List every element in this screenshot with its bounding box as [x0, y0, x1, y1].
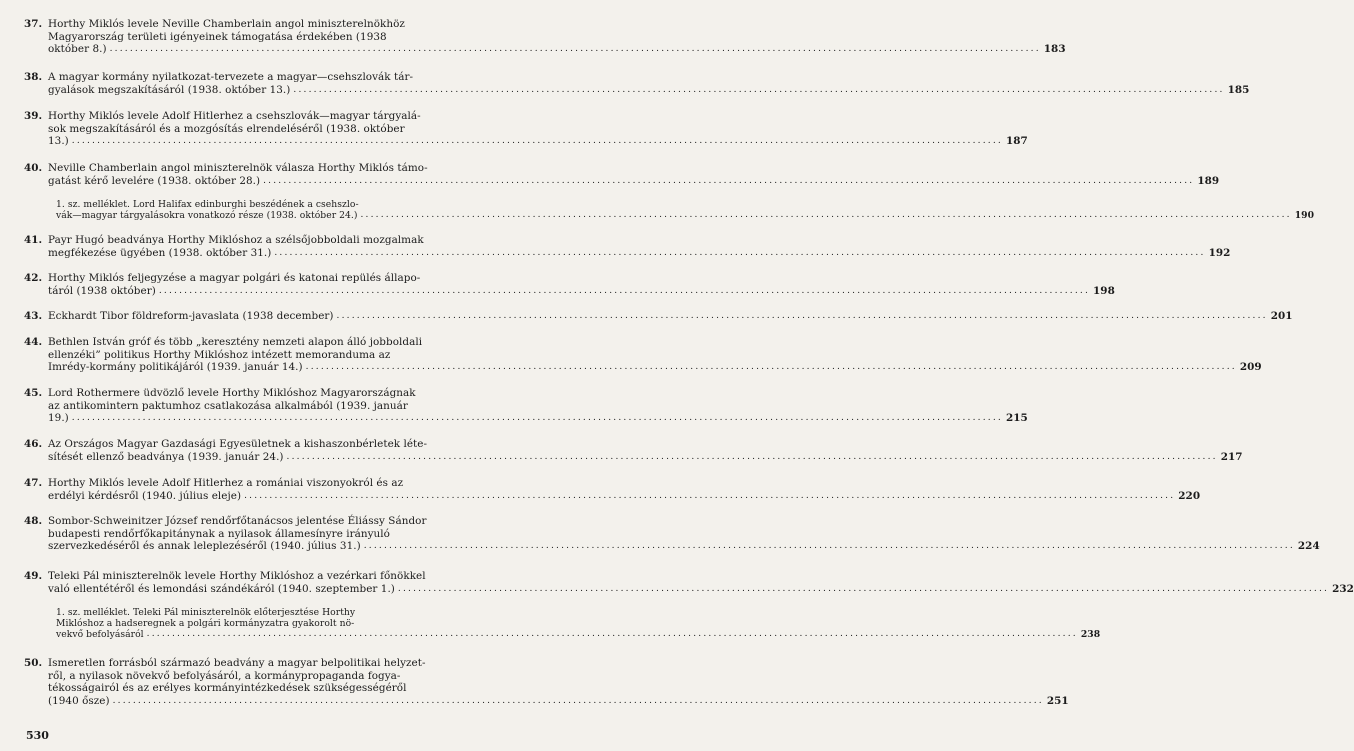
leader-dots: ........................................................................................................................................................................................: [146, 629, 1078, 639]
toc-entry-43: [24, 310, 1293, 323]
leader-dots: ........................................................................................................................................................................................: [263, 175, 1195, 186]
page-reference: 198: [1093, 284, 1115, 297]
page-number: 530: [26, 729, 49, 742]
page-reference: 251: [1046, 694, 1069, 707]
entry-line: Horthy Miklós levele Adolf Hitlerhez a csehszlovák—magyar tárgyalá-: [48, 110, 421, 122]
leader-dots: ........................................................................................................................................................................................: [286, 451, 1218, 462]
entry-number: 41.: [24, 234, 43, 246]
page-reference: 192: [1208, 246, 1231, 259]
leader-dots: ........................................................................................................................................................................................: [360, 210, 1292, 220]
toc-entry-47: [24, 477, 1201, 502]
toc-entry-41: [24, 234, 1231, 259]
toc-entry-42: [24, 272, 1115, 297]
page-reference: 190: [1294, 210, 1315, 221]
entry-number: 38.: [24, 71, 43, 83]
entry-number: 46.: [24, 438, 43, 450]
leader-dots: ........................................................................................................................................................................................: [336, 311, 1268, 321]
page-reference: 224: [1297, 540, 1320, 553]
entry-number: 49.: [24, 570, 43, 582]
entry-line: Imrédy-kormány politikájáról (1939. január 14.): [48, 361, 303, 374]
leader-dots: ........................................................................................................................................................................................: [71, 136, 1003, 147]
entry-number: 40.: [24, 162, 43, 174]
leader-dots: ........................................................................................................................................................................................: [293, 84, 1225, 95]
entry-number: 39.: [24, 110, 43, 122]
entry-line: Lord Rothermere üdvözlő levele Horthy Miklóshoz Magyarországnak: [48, 387, 416, 399]
entry-line: Eckhardt Tibor földreform-javaslata (1938 december): [48, 310, 334, 322]
entry-line: (1940 ősze): [48, 694, 110, 707]
leader-dots: ........................................................................................................................................................................................: [71, 413, 1003, 424]
toc-entry-50: [24, 657, 1069, 707]
entry-line: sok megszakításáról és a mozgósítás elrendeléséről (1938. október: [48, 122, 405, 135]
page-reference: 201: [1270, 310, 1293, 322]
entry-line: 19.): [48, 412, 69, 425]
annex-label: 1. sz. melléklet.: [56, 199, 130, 210]
entry-line: A magyar kormány nyilatkozat-tervezete a magyar—csehszlovák tár-: [48, 71, 414, 83]
toc-entry-39: [24, 110, 1028, 148]
page-reference: 189: [1197, 174, 1220, 187]
page-reference: 220: [1178, 489, 1201, 502]
entry-number: 48.: [24, 515, 43, 527]
entry-line: erdélyi kérdésről (1940. július eleje): [48, 489, 242, 502]
page-reference: 215: [1005, 412, 1028, 425]
leader-dots: ........................................................................................................................................................................................: [112, 695, 1044, 706]
entry-line: Bethlen István gróf és több „keresztény nemzeti alapon álló jobboldali: [48, 336, 423, 348]
annex-label: 1. sz. melléklet.: [56, 607, 130, 618]
toc-entry-48: [24, 515, 1320, 553]
entry-line: Sombor-Schweinitzer József rendőrfőtanácsos jelentése Éliássy Sándor: [48, 515, 427, 527]
entry-line: szervezkedéséről és annak leleplezéséről (1940. július 31.): [48, 540, 361, 553]
entry-line: Horthy Miklós levele Neville Chamberlain angol miniszterelnökhöz: [48, 18, 405, 30]
entry-number: 47.: [24, 477, 43, 489]
page-reference: 238: [1080, 629, 1101, 640]
page-reference: 209: [1239, 361, 1262, 374]
page-reference: 183: [1043, 43, 1066, 56]
toc-annex-49-1: [24, 607, 1101, 640]
entry-line: ellenzéki” politikus Horthy Miklóshoz intézett memoranduma az: [48, 348, 391, 361]
entry-line: Ismeretlen forrásból származó beadvány a magyar belpolitikai helyzet-: [48, 657, 426, 669]
leader-dots: ........................................................................................................................................................................................: [397, 583, 1330, 594]
leader-dots: ........................................................................................................................................................................................: [244, 490, 1176, 501]
entry-line: 13.): [48, 135, 69, 148]
entry-number: 37.: [24, 18, 43, 30]
entry-number: 43.: [24, 310, 43, 322]
entry-line: Magyarország területi igényeinek támogatása érdekében (1938: [48, 30, 387, 43]
toc-entry-44: [24, 336, 1262, 374]
leader-dots: ........................................................................................................................................................................................: [158, 285, 1091, 296]
toc-entry-46: [24, 438, 1243, 463]
page-reference: 232: [1332, 582, 1354, 595]
page-reference: 187: [1005, 135, 1028, 148]
entry-line: Miklóshoz a hadseregnek a polgári kormányzatra gyakorolt nö-: [56, 618, 355, 629]
entry-line: Horthy Miklós levele Adolf Hitlerhez a romániai viszonyokról és az: [48, 477, 404, 489]
entry-line: sítését ellenző beadványa (1939. január 24.): [48, 450, 284, 463]
toc-annex-40-1: [24, 199, 1315, 221]
leader-dots: ........................................................................................................................................................................................: [363, 541, 1295, 552]
entry-line: ről, a nyilasok növekvő befolyásáról, a kormánypropaganda fogya-: [48, 669, 401, 682]
toc-entry-40: [24, 162, 1220, 187]
leader-dots: ........................................................................................................................................................................................: [274, 247, 1206, 258]
entry-line: budapesti rendőrfőkapitánynak a nyilasok államesínyre irányuló: [48, 527, 390, 540]
entry-line: Payr Hugó beadványa Horthy Miklóshoz a szélsőjobboldali mozgalmak: [48, 234, 424, 246]
toc-entry-49: [24, 570, 1354, 595]
toc-entry-38: [24, 71, 1250, 96]
entry-line: Horthy Miklós feljegyzése a magyar polgári és katonai repülés állapo-: [48, 272, 421, 284]
entry-line: Az Országos Magyar Gazdasági Egyesületnek a kishaszonbérletek léte-: [48, 438, 428, 450]
page-reference: 185: [1227, 83, 1250, 96]
entry-number: 45.: [24, 387, 43, 399]
leader-dots: ........................................................................................................................................................................................: [305, 362, 1237, 373]
entry-line: való ellentétéről és lemondási szándékáról (1940. szeptember 1.): [48, 582, 395, 595]
entry-line: Teleki Pál miniszterelnök előterjesztése Horthy: [132, 607, 356, 618]
entry-number: 42.: [24, 272, 43, 284]
entry-line: gatást kérő levelére (1938. október 28.): [48, 174, 261, 187]
entry-line: gyalások megszakításáról (1938. október 13.): [48, 83, 291, 96]
entry-line: táról (1938 október): [48, 284, 156, 297]
toc-entry-37: [24, 18, 1066, 56]
entry-line: tékosságairól és az erélyes kormányintézkedések szükségességéről: [48, 682, 407, 695]
entry-line: az antikomintern paktumhoz csatlakozása alkalmából (1939. január: [48, 399, 408, 412]
page-reference: 217: [1220, 450, 1243, 463]
entry-line: Lord Halifax edinburghi beszédének a csehszlo-: [132, 199, 359, 210]
entry-line: október 8.): [48, 43, 107, 56]
entry-line: Neville Chamberlain angol miniszterelnök válasza Horthy Miklós támo-: [48, 162, 428, 174]
entry-line: Teleki Pál miniszterelnök levele Horthy Miklóshoz a vezérkari főnökkel: [48, 570, 426, 582]
toc-entry-45: [24, 387, 1028, 425]
entry-number: 50.: [24, 657, 43, 669]
entry-line: vák—magyar tárgyalásokra vonatkozó része (1938. október 24.): [56, 210, 358, 221]
leader-dots: ........................................................................................................................................................................................: [109, 44, 1041, 55]
entry-number: 44.: [24, 336, 43, 348]
entry-line: vekvő befolyásáról: [56, 629, 144, 640]
entry-line: megfékezése ügyében (1938. október 31.): [48, 246, 272, 259]
